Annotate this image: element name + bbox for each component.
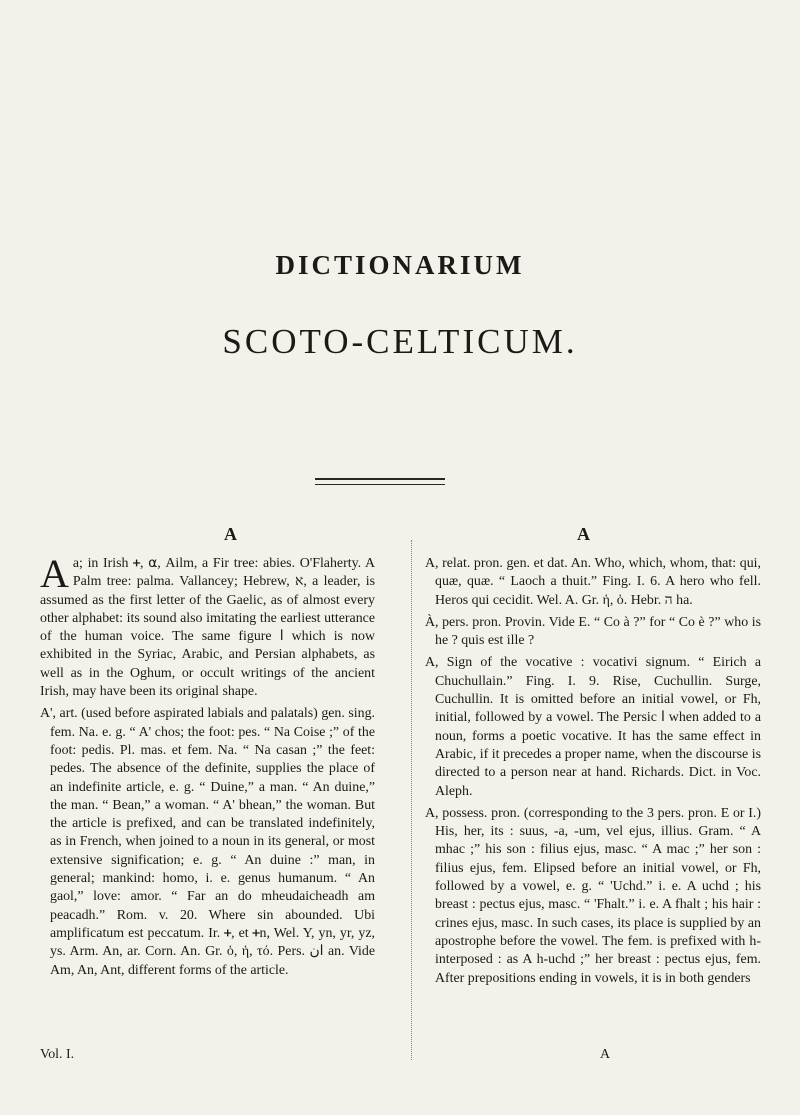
column-divider bbox=[411, 540, 413, 1060]
volume-signature: Vol. I. bbox=[40, 1047, 75, 1062]
page-subtitle: SCOTO-CELTICUM. bbox=[222, 322, 578, 361]
entry-a-personal-pronoun: À, pers. pron. Provin. Vide E. “ Co à ?” for “ Co è ?” who is he ? quis est ille ? bbox=[425, 614, 761, 649]
title-rule bbox=[315, 478, 445, 485]
entry-a-relative-pronoun: A, relat. pron. gen. et dat. An. Who, which, whom, that: qui, quæ, quæ. “ Laoch a thuit.” Fing. I. 6. A hero who fell. Heros qui cecidit. Wel. A. Gr. ἡ, ὁ. Hebr. ה ha. bbox=[425, 556, 761, 608]
entry-a-article: A', art. (used before aspirated labials and palatals) gen. sing. fem. Na. e. g. “ A' chos; the foot: pes. “ Na Coise ;” of the foot: pedis. Pl. mas. et fem. Na. “ Na casan ;” the feet: pedes. The absence of the definite, supplies the place of an indefinite article, e. g. “ Duine,” a man. “ An duine,” the man. “ Bean,” a woman. “ A' bhean,” the woman. But the article is prefixed, and can be translated indefinitely, as in French, when joined to a noun in its general, or most extensive signification; e. g. “ An duine :” man, in general; mankind: homo, i. e. genus humanum. “ An gaol,” love: amor. “ Far an do mheudaicheadh am peacadh.” Rom. v. 20. Where sin abounded. Ubi amplificatum est peccatum. Ir. ᚐ, et ᚐn, Wel. Y, yn, yr, yz, ys. Arm. An, ar. Corn. An. Gr. ὁ, ἡ, τό. Pers. ان an. Vide Am, An, Ant, different forms of the article. bbox=[40, 706, 376, 978]
entry-text: a; in Irish ᚐ, ⍺, Ailm, a Fir tree: abies. O'Flaherty. A Palm tree: palma. Vallancey; Hebrew, א, a leader, is assumed as the first letter of the Gaelic, as of almost every other alphabet: its sound also imitating the earliest utterance of the human voice. The same figure ا which is now exhibited in the Syriac, Arabic, and Persian alphabets, as well as in the Oghum, or occult writings of the ancient Irish, may have been its original shape. bbox=[40, 556, 375, 700]
catchword: A bbox=[600, 1047, 611, 1062]
right-column-head: A bbox=[577, 524, 590, 544]
left-column bbox=[40, 551, 376, 984]
entry-a-possessive-pronoun: A, possess. pron. (corresponding to the 3 pers. pron. E or I.) His, her, its : suus, -a, -um, vel ejus, illius. Gram. “ A mhac ;” his son : filius ejus, masc. “ A mac ;” her son : filius ejus, fem. Elipsed before an initial vowel, or Fh, followed by a vowel, e. g. “ 'Uchd.” i. e. A uchd ; his breast : pectus ejus, masc. “ 'Fhalt.” i. e. A fhalt ; his hair : crines ejus, masc. In such cases, its place is supplied by an apostrophe before the vowel. The fem. is prefixed with h- interposed : as A h-uchd ;” her breast : pectus ejus, fem. After prepositions ending in vowels, it is in both genders bbox=[425, 805, 761, 986]
left-column-head: A bbox=[224, 524, 237, 544]
entry-a-vocative: A, Sign of the vocative : vocativi signum. “ Eirich a Chuchullain.” Fing. I. 9. Rise, Cuchullin. Surge, Cuchullin. It is omitted before an initial vowel, or Fh, initial, followed by a vowel. The Persic ا when added to a noun, forms a poetic vocative. It has the same effect in Arabic, if it precedes a proper name, when the discourse is directed to a person near at hand. Richards. Dict. in Voc. Aleph. bbox=[425, 655, 761, 799]
right-column bbox=[425, 555, 761, 992]
entry-a-letter bbox=[40, 551, 375, 701]
drop-cap: A bbox=[40, 551, 69, 596]
page-title: DICTIONARIUM bbox=[275, 250, 525, 280]
